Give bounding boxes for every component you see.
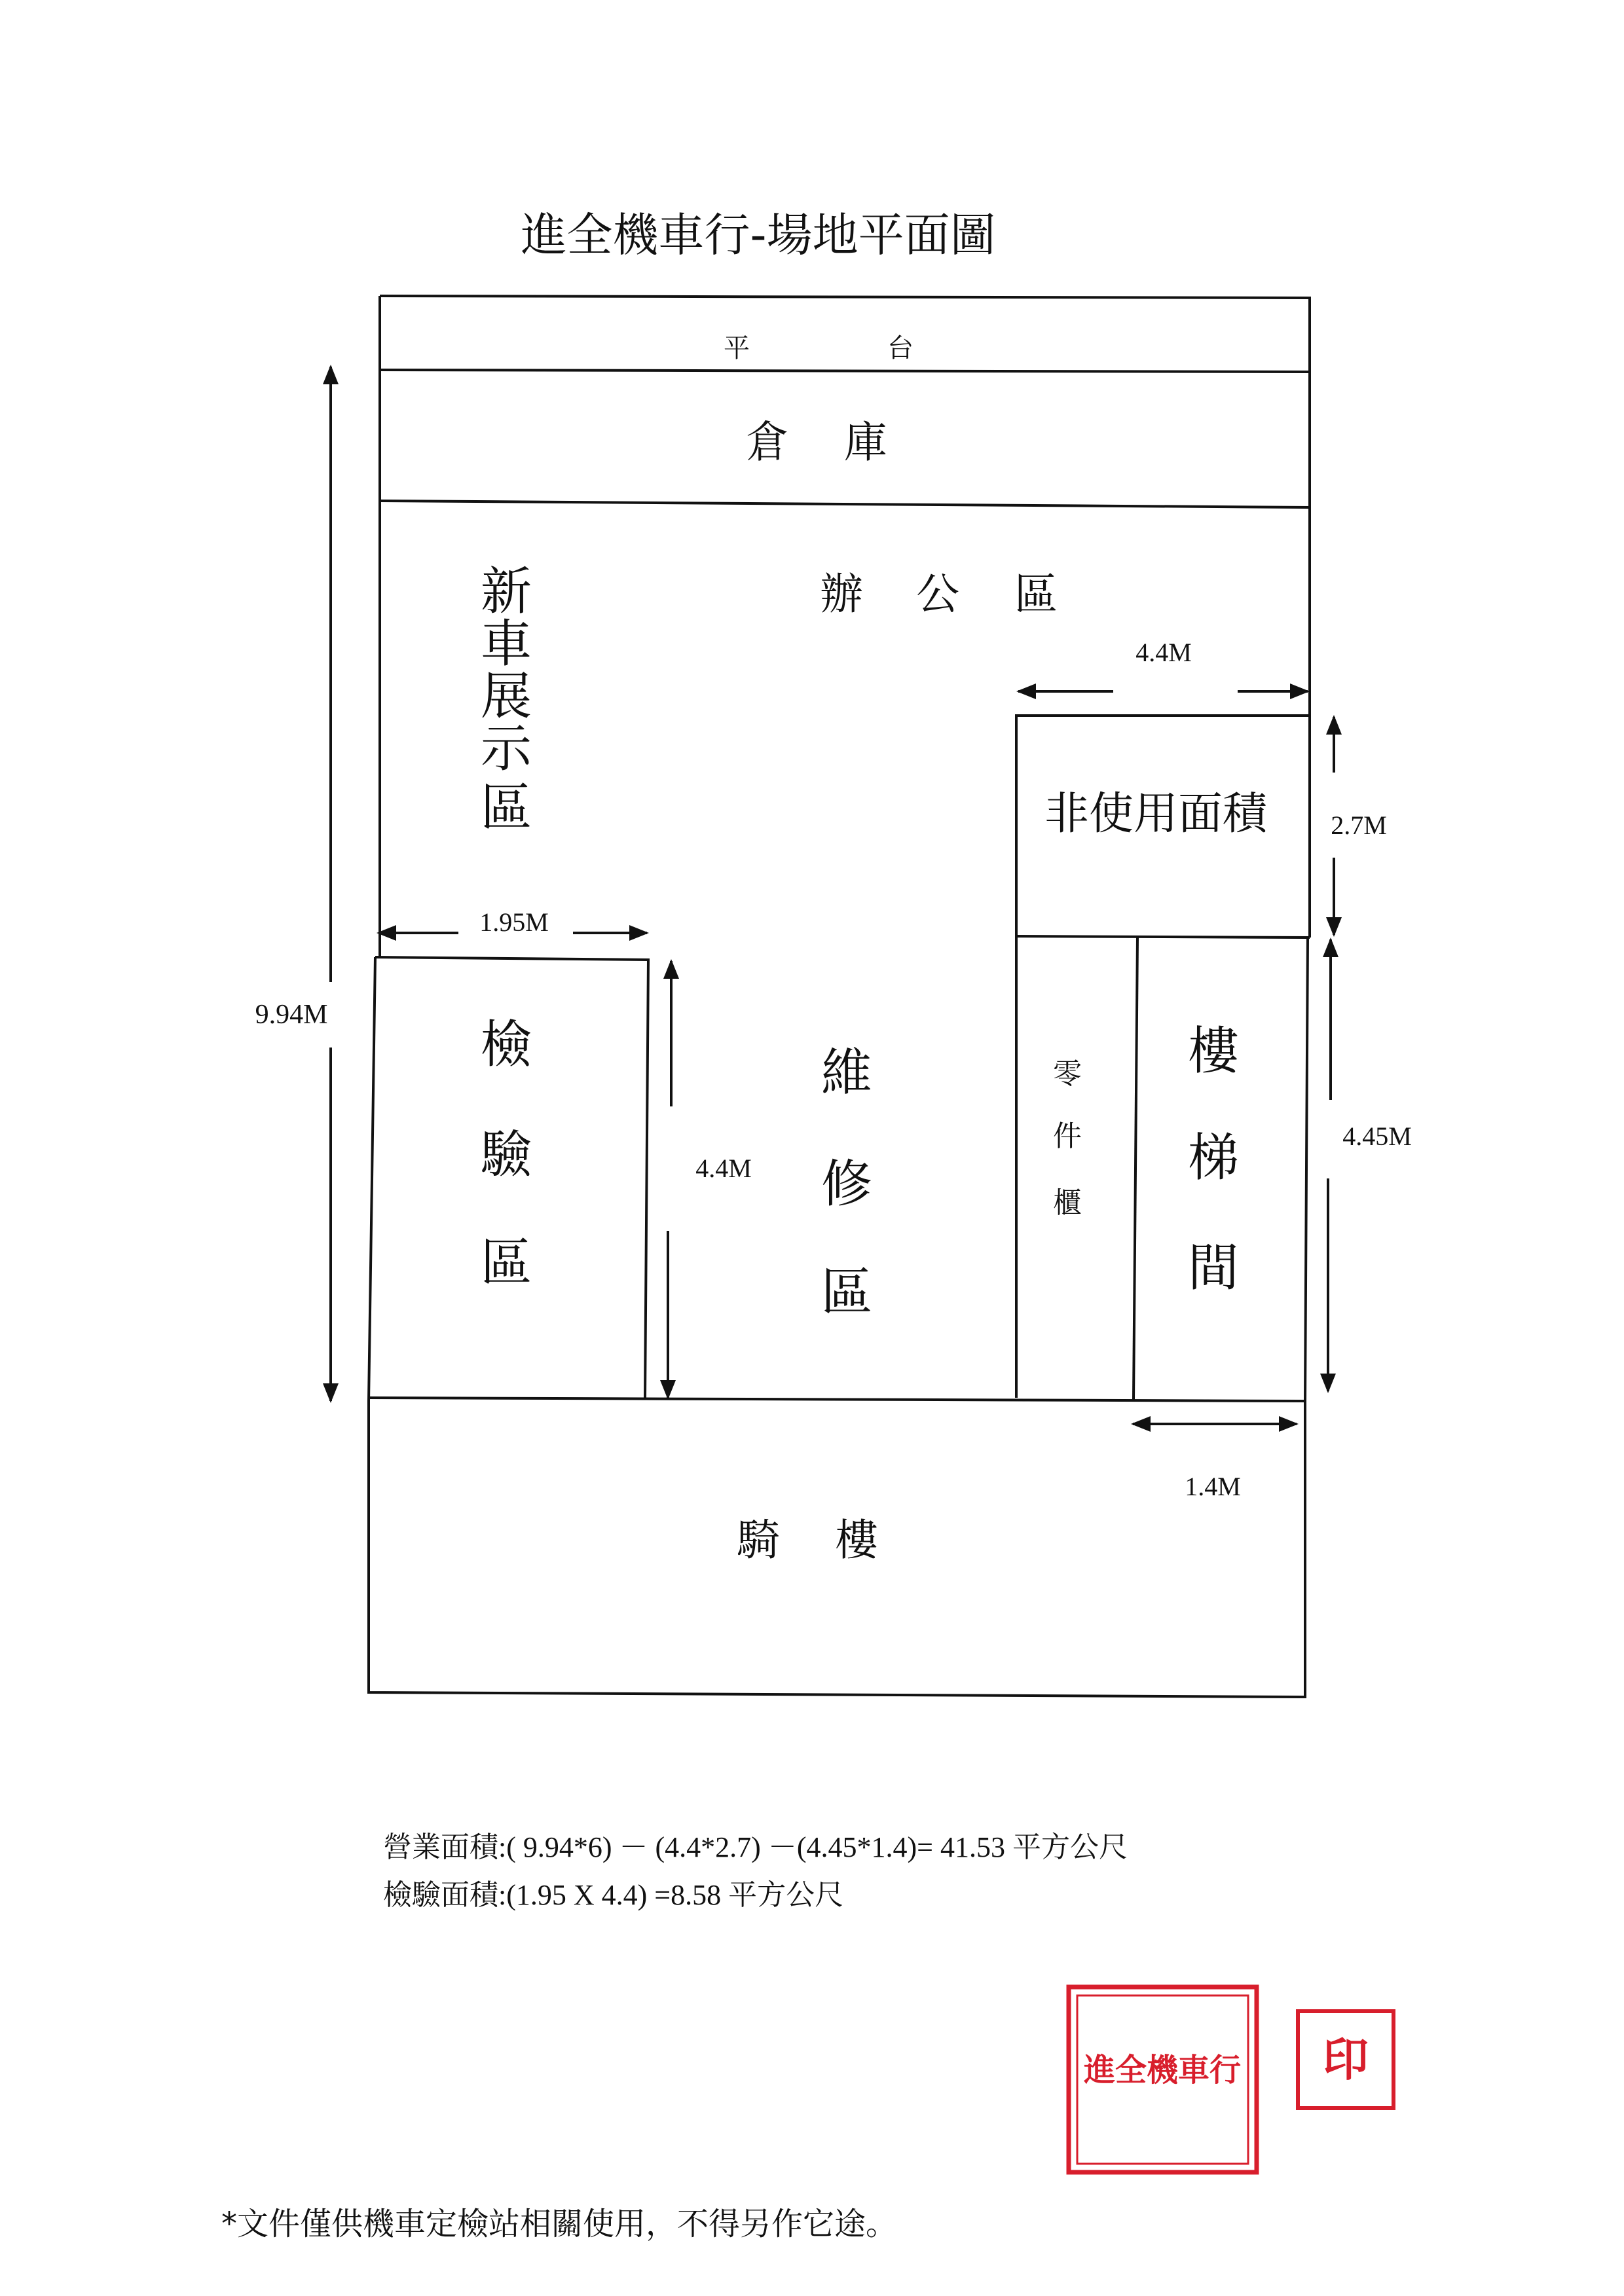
label-non-use-area: 非使用面積 <box>1044 788 1268 840</box>
label-platform-2: 台 <box>887 333 913 363</box>
label-platform-1: 平 <box>724 333 750 363</box>
page-title: 進全機車行-場地平面圖 <box>521 208 996 262</box>
dim-total-depth-label: 9.94M <box>255 1000 328 1030</box>
wall-warehouse-bottom <box>380 501 1310 507</box>
personal-seal <box>1298 2011 1393 2108</box>
wall-arcade-top <box>369 1398 1305 1401</box>
dim-inspection-width-label: 1.95M <box>479 907 549 937</box>
label-showroom-1: 新 <box>480 562 532 621</box>
label-stairs-2: 梯 <box>1187 1129 1240 1188</box>
label-inspection-1: 檢 <box>480 1015 532 1074</box>
label-warehouse-1: 倉 <box>746 417 789 467</box>
wall-parts-stairs-divider <box>1134 938 1137 1400</box>
dim-inspection-depth-label: 4.4M <box>695 1154 752 1183</box>
dim-non-use-width-label: 4.4M <box>1135 638 1192 667</box>
label-stairs-1: 樓 <box>1187 1022 1240 1081</box>
label-warehouse-2: 庫 <box>844 417 887 467</box>
label-arcade-1: 騎 <box>737 1515 780 1565</box>
footer-note: *文件僅供機車定檢站相關使用，不得另作它途。 <box>221 2206 898 2242</box>
label-showroom-2: 車 <box>480 615 532 674</box>
dim-stairs-width-label: 1.4M <box>1185 1472 1241 1501</box>
label-inspection-3: 區 <box>480 1233 532 1292</box>
wall-non-use-bottom <box>1016 936 1310 938</box>
business-area-formula: 營業面積:( 9.94*6) － (4.4*2.7) －(4.45*1.4)= 41.53 平方公尺 <box>383 1831 1128 1863</box>
label-stairs-3: 間 <box>1187 1239 1240 1298</box>
label-repair-3: 區 <box>821 1263 873 1322</box>
label-showroom-4: 示 <box>480 720 532 778</box>
label-office-1: 辦 <box>820 569 863 619</box>
wall-platform-bottom <box>380 370 1310 372</box>
label-parts-cabinet-3: 櫃 <box>1053 1186 1082 1220</box>
label-repair-2: 修 <box>821 1155 873 1214</box>
personal-seal-text: 印 <box>1323 2032 1369 2086</box>
label-showroom-3: 展 <box>480 667 532 726</box>
dim-stairs-depth-label: 4.45M <box>1342 1121 1412 1151</box>
label-parts-cabinet-2: 件 <box>1053 1120 1082 1153</box>
label-showroom-5: 區 <box>480 778 532 837</box>
inspection-area-formula: 檢驗面積:(1.95 X 4.4) =8.58 平方公尺 <box>383 1879 844 1911</box>
label-office-3: 區 <box>1014 569 1058 619</box>
label-repair-1: 維 <box>821 1044 873 1102</box>
label-parts-cabinet-1: 零 <box>1053 1057 1082 1091</box>
label-arcade-2: 樓 <box>835 1515 878 1565</box>
company-seal-text: 進全機車行 <box>1083 2052 1242 2088</box>
label-inspection-2: 驗 <box>480 1125 532 1184</box>
company-seal <box>1069 1987 1257 2172</box>
label-office-2: 公 <box>916 569 959 619</box>
dim-non-use-depth-label: 2.7M <box>1331 811 1387 840</box>
